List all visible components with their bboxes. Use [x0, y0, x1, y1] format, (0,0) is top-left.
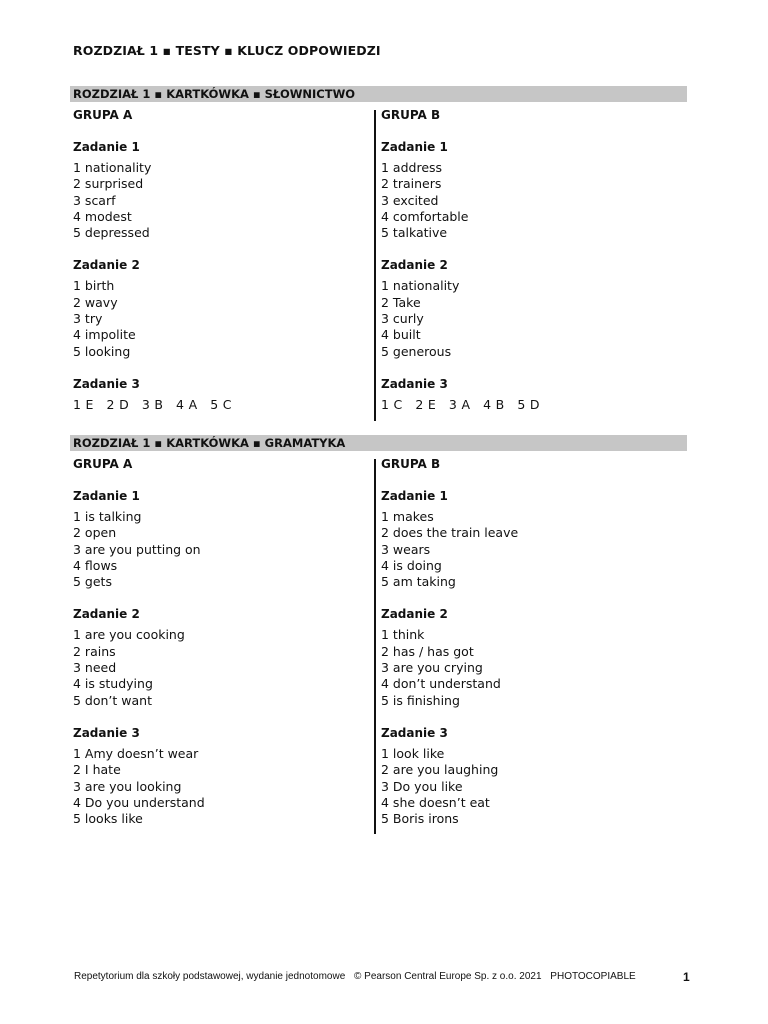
- task-label: Zadanie 3: [73, 725, 140, 740]
- answer-item: 1 Amy doesn’t wear: [73, 745, 199, 761]
- task-label: Zadanie 2: [381, 607, 448, 622]
- task-label: Zadanie 3: [381, 376, 448, 391]
- answer-list: [73, 160, 232, 241]
- task-label: Zadanie 1: [73, 140, 140, 154]
- section-title: ROZDZIAŁ 1 ▪ KARTKÓWKA ▪ SŁOWNICTWO: [70, 86, 687, 102]
- answer-item: 5 am taking: [381, 574, 456, 590]
- task-label: Zadanie 3: [73, 376, 140, 391]
- group-label: GRUPA B: [381, 457, 441, 471]
- answer-item: 1 nationality: [381, 278, 460, 294]
- answer-item: 5 don’t want: [73, 692, 152, 708]
- group-label: GRUPA A: [73, 108, 133, 122]
- answer-item: 2 wavy: [73, 294, 118, 310]
- answer-list: [73, 746, 205, 827]
- answer-item: 3 excited: [381, 192, 439, 208]
- answer-item: 4 impolite: [73, 327, 136, 343]
- column-divider: [374, 110, 376, 421]
- answer-item: 4 she doesn’t eat: [381, 794, 490, 810]
- answer-item: 1 nationality: [73, 160, 152, 175]
- footer-copyright: © Pearson Central Europe Sp. z o.o. 2021: [354, 971, 542, 982]
- answer-item: 4 don’t understand: [381, 676, 501, 692]
- page-number: 1: [683, 970, 690, 984]
- answer-list: [73, 278, 232, 359]
- answer-item: 5 talkative: [381, 225, 448, 241]
- answer-item: 4 Do you understand: [73, 794, 205, 810]
- answer-item: 4 is doing: [381, 557, 442, 573]
- page-footer: [74, 971, 642, 982]
- task-label: Zadanie 1: [381, 140, 448, 154]
- section-slownictwo: [70, 86, 687, 412]
- answer-item: 5 gets: [73, 574, 112, 590]
- answer-item: 4 comfortable: [381, 208, 469, 224]
- group-b-column: [381, 451, 518, 827]
- answer-item: 2 surprised: [73, 176, 144, 192]
- answer-item: 5 looks like: [73, 811, 143, 827]
- answer-item: 2 has / has got: [381, 643, 474, 659]
- answer-list: [73, 509, 205, 590]
- group-a-column: [73, 451, 205, 827]
- answer-item: 3 are you crying: [381, 660, 483, 676]
- answer-list: [381, 278, 540, 359]
- answer-item: 5 depressed: [73, 225, 150, 241]
- answer-item: 1 address: [381, 160, 443, 175]
- group-label: GRUPA A: [73, 457, 133, 471]
- column-divider: [374, 459, 376, 834]
- page-title: ROZDZIAŁ 1 ▪ TESTY ▪ KLUCZ ODPOWIEDZI: [73, 43, 381, 58]
- answer-item: 2 trainers: [381, 176, 442, 192]
- section-title: ROZDZIAŁ 1 ▪ KARTKÓWKA ▪ GRAMATYKA: [70, 435, 687, 451]
- answer-list: [381, 627, 518, 708]
- section-gramatyka: [70, 435, 687, 827]
- answer-item: 3 are you putting on: [73, 541, 201, 557]
- group-label: GRUPA B: [381, 108, 441, 122]
- footer-book-title: Repetytorium dla szkoły podstawowej, wydanie jednotomowe: [74, 971, 346, 982]
- answer-item: 4 flows: [73, 557, 118, 573]
- answer-item: 3 are you looking: [73, 778, 182, 794]
- answer-item: 1 look like: [381, 745, 445, 761]
- answer-item: 4 is studying: [73, 676, 153, 692]
- answer-item: 3 need: [73, 660, 117, 676]
- answer-item: 3 wears: [381, 541, 431, 557]
- answer-item: 2 rains: [73, 643, 116, 659]
- answer-item: 2 does the train leave: [381, 525, 519, 541]
- task-label: Zadanie 1: [381, 489, 448, 503]
- answer-item: 3 scarf: [73, 192, 116, 208]
- group-b-column: [381, 102, 540, 413]
- answer-item: 3 Do you like: [381, 778, 463, 794]
- answer-list: [381, 746, 518, 827]
- answer-list: [381, 160, 540, 241]
- task-label: Zadanie 2: [73, 607, 140, 622]
- footer-license: PHOTOCOPIABLE: [550, 971, 636, 982]
- answer-item: 5 generous: [381, 343, 452, 359]
- task-label: Zadanie 2: [381, 258, 448, 273]
- answer-item: 1 is talking: [73, 509, 142, 524]
- answer-item: 1 are you cooking: [73, 627, 185, 643]
- answer-list: [381, 509, 518, 590]
- inline-answers: 1 C 2 E 3 A 4 B 5 D: [381, 396, 540, 412]
- answer-item: 1 think: [381, 627, 425, 643]
- task-label: Zadanie 3: [381, 725, 448, 740]
- answer-list: [73, 627, 205, 708]
- answer-item: 3 curly: [381, 311, 424, 327]
- answer-item: 2 Take: [381, 294, 421, 310]
- inline-answers: 1 E 2 D 3 B 4 A 5 C: [73, 396, 232, 412]
- answer-item: 5 Boris irons: [381, 811, 459, 827]
- answer-item: 5 looking: [73, 343, 131, 359]
- answer-item: 1 birth: [73, 278, 115, 294]
- group-a-column: [73, 102, 232, 413]
- task-label: Zadanie 1: [73, 489, 140, 503]
- answer-item: 4 modest: [73, 208, 132, 224]
- answer-item: 2 I hate: [73, 762, 121, 778]
- answer-item: 3 try: [73, 311, 103, 327]
- answer-item: 2 open: [73, 525, 117, 541]
- answer-item: 4 built: [381, 327, 421, 343]
- answer-item: 2 are you laughing: [381, 762, 499, 778]
- task-label: Zadanie 2: [73, 258, 140, 273]
- answer-item: 1 makes: [381, 509, 434, 524]
- answer-item: 5 is finishing: [381, 692, 460, 708]
